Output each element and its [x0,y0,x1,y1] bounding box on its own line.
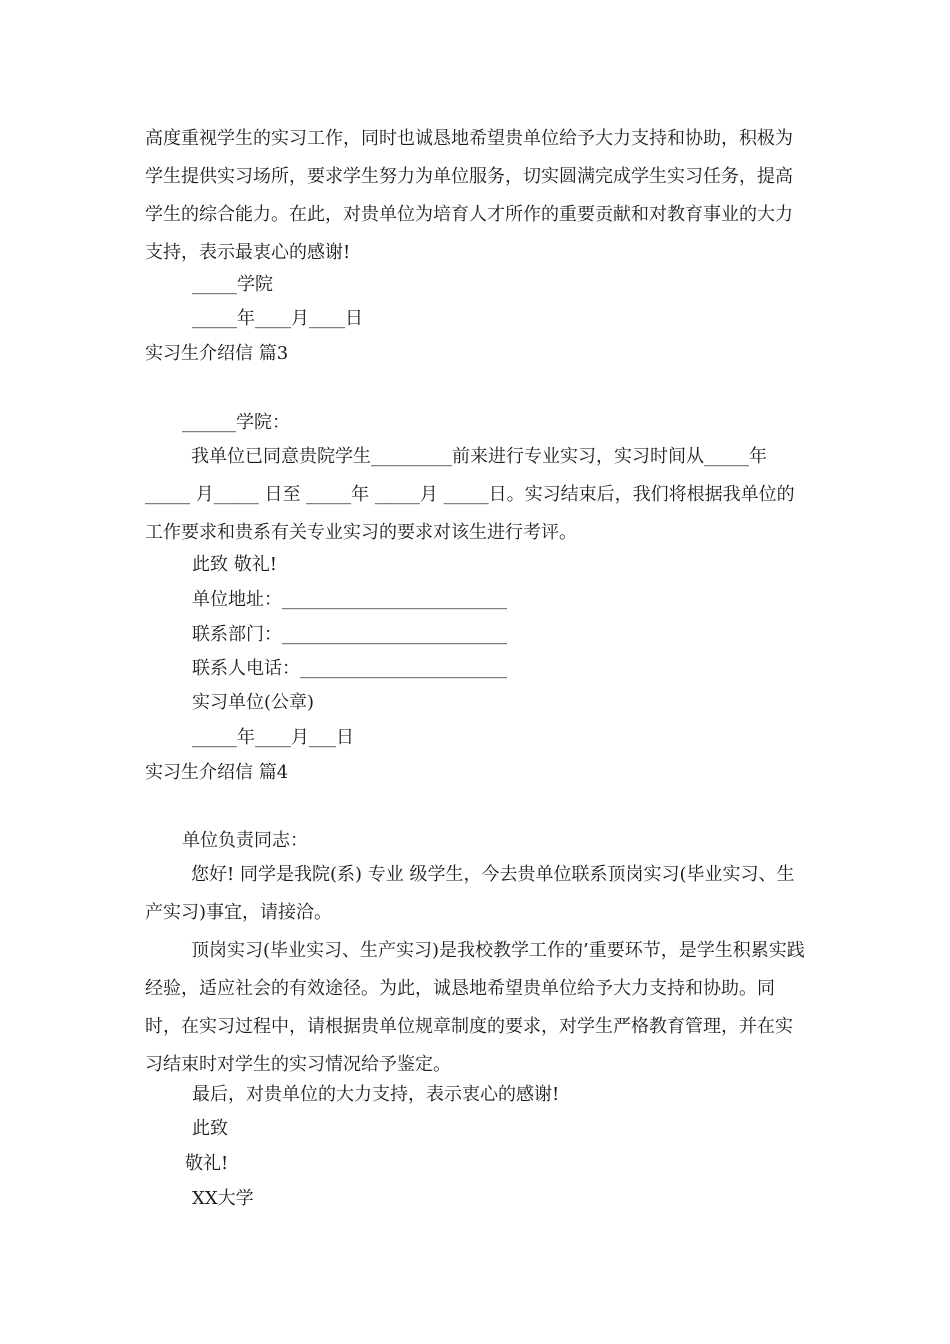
jing-li: 敬礼! [185,1153,229,1174]
section-4-heading: 实习生介绍信 篇4 [145,762,289,783]
section-3-salutation: ______学院： [182,412,290,433]
section-4-paragraph-1: 您好! 同学是我院(系) 专业 级学生，今去贵单位联系顶岗实习(毕业实习、生产实习)事宜，请接洽。 [145,864,795,923]
section-4-paragraph-2: 顶岗实习(毕业实习、生产实习)是我校教学工作的’重要环节，是学生积累实践经验，适应社会的有效途径。为此，诚恳地希望贵单位给予大力支持和协助。同时，在实习过程中，请根据贵单位规章制度的要求，对学生严格教育管理，并在实习结束时对学生的实习情况给予鉴定。 [145,940,805,1075]
ci-zhi: 此致 [192,1118,228,1139]
section-4-salutation: 单位负责同志： [182,830,308,851]
company-seal: 实习单位(公章) [192,692,315,713]
section-3-date: _____年____月___日 [192,727,354,748]
signature-university: XX大学 [192,1188,254,1209]
section-3-regards: 此致 敬礼! [192,554,277,575]
address-line: 单位地址：_________________________ [192,589,507,610]
section-4-paragraph-3: 最后，对贵单位的大力支持，表示衷心的感谢! [192,1084,560,1105]
phone-line: 联系人电话：_______________________ [192,658,507,679]
signature-college: _____学院 [192,274,273,295]
department-line: 联系部门：_________________________ [192,624,507,645]
section-3-heading: 实习生介绍信 篇3 [145,343,289,364]
closing-paragraph: 高度重视学生的实习工作，同时也诚恳地希望贵单位给予大力支持和协助，积极为学生提供实习场所，要求学生努力为单位服务，切实圆满完成学生实习任务，提高学生的综合能力。在此，对贵单位为培育人才所作的重要贡献和对教育事业的大力支持，表示最衷心的感谢! [145,128,793,263]
section-3-body: 我单位已同意贵院学生_________前来进行专业实习，实习时间从_____年_____ 月_____ 日至 _____年 _____月 _____日。实习结束后，我们将根据我单位的工作要求和贵系有关专业实习的要求对该生进行考评。 [145,446,795,543]
signature-date: _____年____月____日 [192,308,363,329]
